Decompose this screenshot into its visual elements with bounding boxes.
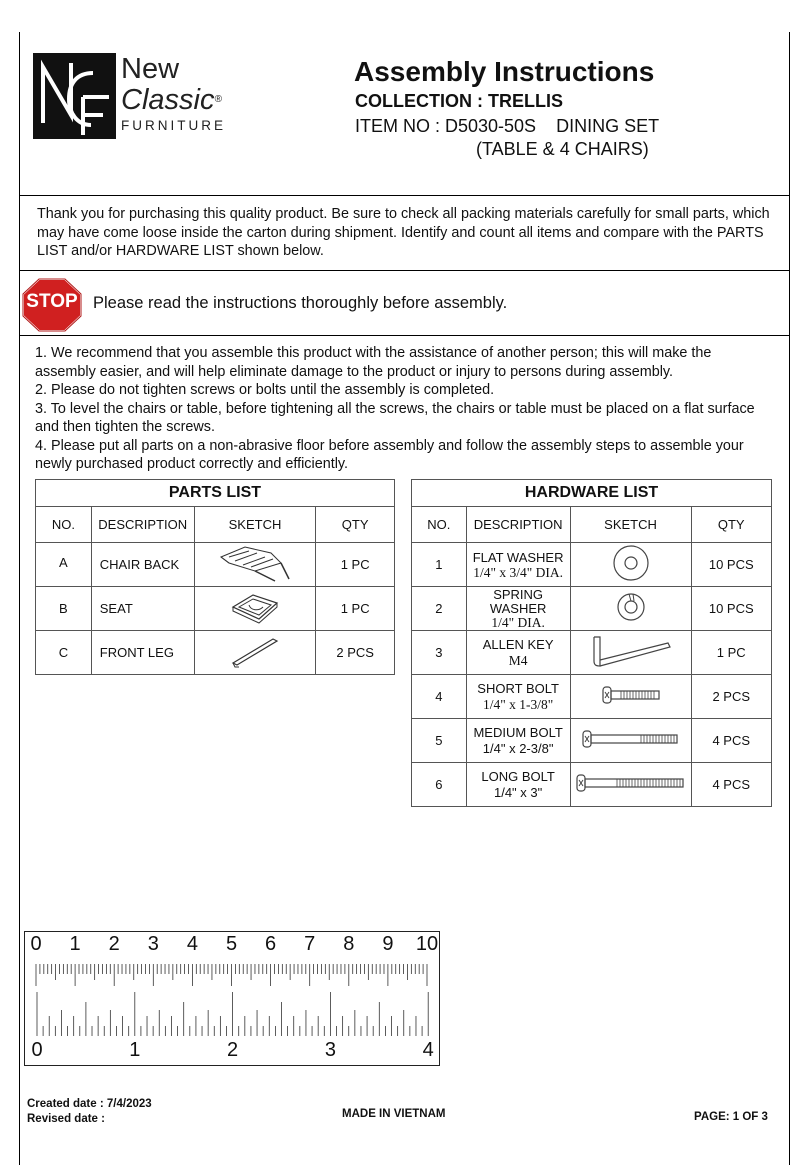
part-qty: 1 PC xyxy=(316,543,395,587)
parts-header-sketch: SKETCH xyxy=(194,507,316,543)
table-row xyxy=(36,587,395,631)
page-number: PAGE: 1 OF 3 xyxy=(694,1111,768,1123)
item-subtitle: (TABLE & 4 CHAIRS) xyxy=(476,139,649,159)
ruler-cm-label: 8 xyxy=(343,933,355,955)
long-bolt-sketch-graphic xyxy=(573,771,689,795)
page-title: Assembly Instructions xyxy=(354,56,655,87)
ruler-cm-label: 3 xyxy=(147,933,159,955)
stop-message: Please read the instructions thoroughly before assembly. xyxy=(93,294,508,312)
medium-bolt-sketch-graphic xyxy=(579,727,683,751)
note-item: 4. Please put all parts on a non-abrasive floor before assembly and follow the assembly steps to assemble your newly purchased product correctly and efficiently. xyxy=(35,437,744,472)
hardware-list-caption: HARDWARE LIST xyxy=(412,480,772,507)
hardware-desc-name: SHORT BOLT xyxy=(477,680,559,696)
logo-monogram xyxy=(33,53,116,139)
part-no: C xyxy=(36,631,92,675)
intro-text: Thank you for purchasing this quality product. Be sure to check all packing materials carefully for small parts, which may have come loose inside the carton during shipment. Identify and count all items and compare with the PARTS LIST and/or HARDWARE LIST shown below. xyxy=(37,206,770,259)
hardware-desc-name: ALLEN KEY xyxy=(482,636,554,652)
hardware-qty: 4 PCS xyxy=(691,763,772,807)
front-leg-sketch-graphic xyxy=(225,633,285,669)
allen-key-sketch xyxy=(570,631,691,675)
hardware-qty: 10 PCS xyxy=(691,587,772,631)
table-row xyxy=(36,631,395,675)
hardware-desc-name: FLAT WASHER xyxy=(472,549,564,565)
ruler-cm-label: 9 xyxy=(382,933,394,955)
collection-label: COLLECTION : TRELLIS xyxy=(355,91,563,111)
table-row xyxy=(36,543,395,587)
hardware-desc-size: 1/4" x 2-3/8" xyxy=(482,740,554,756)
ruler-cm-label: 4 xyxy=(186,933,198,955)
hardware-list-table xyxy=(411,479,772,807)
ruler-cm-label: 6 xyxy=(265,933,277,955)
hardware-description xyxy=(466,763,570,807)
parts-list-caption: PARTS LIST xyxy=(36,480,395,507)
ruler-cm-label: 5 xyxy=(225,933,238,955)
hardware-no: 4 xyxy=(412,675,467,719)
table-row xyxy=(412,719,772,763)
hardware-no: 1 xyxy=(412,543,467,587)
frame-left xyxy=(19,32,20,1165)
part-qty: 2 PCS xyxy=(316,631,395,675)
hardware-header-description: DESCRIPTION xyxy=(466,507,570,543)
hardware-description xyxy=(466,543,570,587)
allen-key-sketch-graphic xyxy=(586,633,676,669)
medium-bolt-sketch xyxy=(570,719,691,763)
hardware-qty: 10 PCS xyxy=(691,543,772,587)
ruler-cm-label: 0 xyxy=(30,933,42,955)
spring-washer-sketch-graphic xyxy=(614,590,648,624)
table-row xyxy=(412,631,772,675)
parts-list-table xyxy=(35,479,395,675)
hardware-desc-name: LONG BOLT xyxy=(481,768,555,784)
hardware-no: 3 xyxy=(412,631,467,675)
table-row xyxy=(412,543,772,587)
measurement-ruler xyxy=(24,931,440,1066)
ruler-inch-label: 4 xyxy=(422,1039,434,1061)
hardware-desc-name-2: WASHER xyxy=(489,600,547,616)
created-date: Created date : 7/4/2023 xyxy=(27,1098,152,1110)
item-number: ITEM NO : D5030-50S DINING SET xyxy=(355,116,660,136)
hardware-desc-size: 1/4" x 3" xyxy=(493,784,543,800)
hardware-desc-size: 1/4" x 3/4" DIA. xyxy=(473,564,563,580)
part-description: SEAT xyxy=(91,587,194,631)
short-bolt-sketch-graphic xyxy=(599,683,663,707)
ruler-inch-label: 3 xyxy=(324,1039,336,1061)
made-in-label: MADE IN VIETNAM xyxy=(342,1108,446,1120)
hardware-no: 6 xyxy=(412,763,467,807)
hardware-desc-size: 1/4" DIA. xyxy=(491,614,545,630)
spring-washer-sketch xyxy=(570,587,691,631)
hardware-description xyxy=(466,631,570,675)
ruler-inch-label: 2 xyxy=(227,1039,239,1061)
hardware-header-no: NO. xyxy=(412,507,467,543)
hardware-desc-size: M4 xyxy=(508,652,528,668)
front-leg-sketch xyxy=(194,631,316,675)
long-bolt-sketch xyxy=(570,763,691,807)
chair-back-sketch-graphic xyxy=(215,543,295,583)
note-item: 3. To level the chairs or table, before tightening all the screws, the chairs or table must be placed on a flat surface and then tighten the screws. xyxy=(35,400,755,435)
hardware-desc-size: 1/4" x 1-3/8" xyxy=(482,696,554,712)
divider-header xyxy=(19,195,790,196)
stop-sign-text: STOP xyxy=(26,291,78,312)
logo-monogram-graphic xyxy=(33,53,116,139)
part-no: B xyxy=(36,587,92,631)
hardware-description xyxy=(466,587,570,631)
part-description: CHAIR BACK xyxy=(91,543,194,587)
note-item: 1. We recommend that you assemble this product with the assistance of another person; this will make the assembly easier, and will help eliminate damage to the product or injury to persons during assembly. xyxy=(35,345,712,380)
logo-word-new: New xyxy=(121,53,180,85)
hardware-desc-name: SPRING xyxy=(493,586,544,602)
chair-back-sketch xyxy=(194,543,316,587)
ruler-cm-label: 7 xyxy=(304,933,316,955)
hardware-description xyxy=(466,675,570,719)
logo-word-classic-text: Classic xyxy=(121,84,215,116)
ruler-cm-label: 1 xyxy=(69,933,81,955)
note-item: 2. Please do not tighten screws or bolts until the assembly is completed. xyxy=(35,382,495,398)
divider-intro xyxy=(19,270,790,271)
ruler-inch-label: 0 xyxy=(31,1039,43,1061)
hardware-qty: 4 PCS xyxy=(691,719,772,763)
frame-right xyxy=(789,32,790,1165)
ruler-cm-label: 10 xyxy=(415,933,439,955)
seat-sketch xyxy=(194,587,316,631)
ruler-cm-label: 2 xyxy=(108,933,120,955)
table-row xyxy=(412,675,772,719)
part-qty: 1 PC xyxy=(316,587,395,631)
hardware-no: 2 xyxy=(412,587,467,631)
logo-word-classic xyxy=(121,85,222,115)
parts-header-qty: QTY xyxy=(316,507,395,543)
hardware-desc-name: MEDIUM BOLT xyxy=(473,724,563,740)
parts-header-description: DESCRIPTION xyxy=(91,507,194,543)
part-description: FRONT LEG xyxy=(91,631,194,675)
notes-list xyxy=(35,344,775,474)
short-bolt-sketch xyxy=(570,675,691,719)
flat-washer-sketch-graphic xyxy=(611,543,651,583)
hardware-qty: 1 PC xyxy=(691,631,772,675)
hardware-qty: 2 PCS xyxy=(691,675,772,719)
hardware-header-qty: QTY xyxy=(691,507,772,543)
hardware-description xyxy=(466,719,570,763)
hardware-no: 5 xyxy=(412,719,467,763)
hardware-header-sketch: SKETCH xyxy=(570,507,691,543)
table-row xyxy=(412,587,772,631)
divider-stop xyxy=(19,335,790,336)
part-no: A xyxy=(36,543,92,587)
ruler-inch-label: 1 xyxy=(129,1039,141,1061)
flat-washer-sketch xyxy=(570,543,691,587)
logo-registered: ® xyxy=(214,94,222,105)
revised-date: Revised date : xyxy=(27,1113,105,1125)
logo-word-furniture: FURNITURE xyxy=(121,118,226,133)
parts-header-no: NO. xyxy=(36,507,92,543)
table-row xyxy=(412,763,772,807)
seat-sketch-graphic xyxy=(225,589,285,625)
